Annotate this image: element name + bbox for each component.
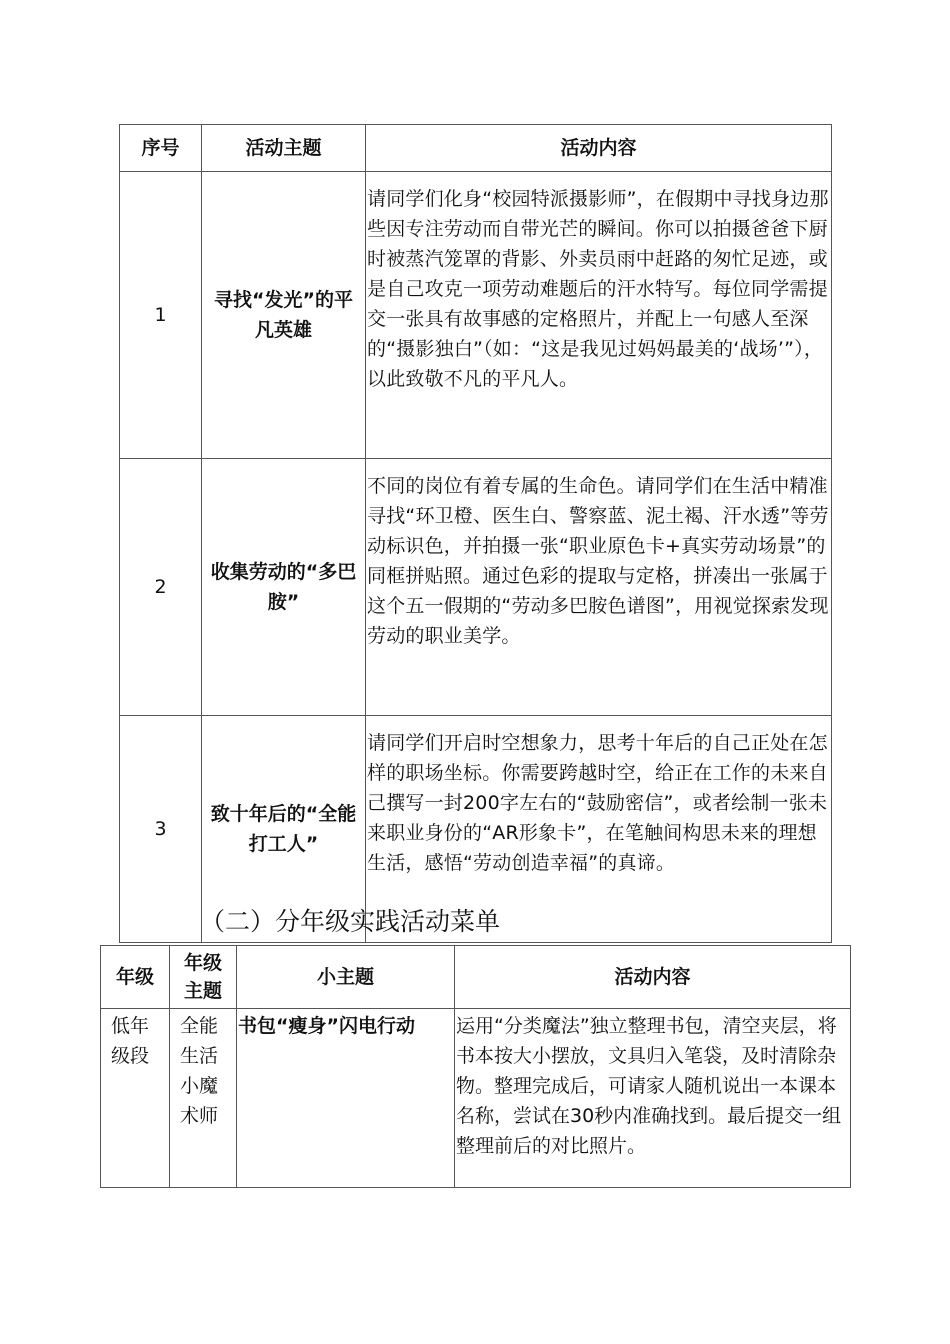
row-content: 请同学们化身“校园特派摄影师”，在假期中寻找身边那些因专注劳动而自带光芒的瞬间。你可以拍摄爸爸下厨时被蒸汽笼罩的背影、外卖员雨中赶路的匆忙足迹，或是自己攻克一项劳动难题后的汗水特写。每位同学需提交一张具有故事感的定格照片，并配上一句感人至深的“摄影独白”（如：“这是我见过妈妈最美的‘战场’”），以此致敬不凡的平凡人。 [366,172,832,459]
row-content: 不同的岗位有着专属的生命色。请同学们在生活中精准寻找“环卫橙、医生白、警察蓝、泥土褐、汗水透”等劳动标识色，并拍摄一张“职业原色卡+真实劳动场景”的同框拼贴照。通过色彩的提取与定格，拼凑出一张属于这个五一假期的“劳动多巴胺色谱图”，用视觉探索发现劳动的职业美学。 [366,459,832,716]
row-theme: 寻找“发光”的平凡英雄 [202,172,366,459]
row-content: 运用“分类魔法”独立整理书包，清空夹层，将书本按大小摆放，文具归入笔袋，及时清除杂物。整理完成后，可请家人随机说出一本课本名称，尝试在30秒内准确找到。最后提交一组整理前后的对比照片。 [455,1009,851,1188]
row-theme: 收集劳动的“多巴胺” [202,459,366,716]
table-header-row [101,946,851,1009]
section-title: （二）分年级实践活动菜单 [200,907,501,936]
table-row [120,459,832,716]
header-grade: 年级 [101,946,170,1009]
header-subtopic: 小主题 [237,946,455,1009]
header-number: 序号 [120,125,202,172]
row-theme: 致十年后的“全能打工人” [202,716,366,943]
row-number: 3 [120,716,202,943]
header-theme: 活动主题 [202,125,366,172]
row-subtopic: 书包“瘦身”闪电行动 [237,1009,455,1188]
row-grade: 低年级段 [101,1009,170,1188]
header-content: 活动内容 [366,125,832,172]
header-grade-theme: 年级主题 [170,946,237,1009]
table-row [101,1009,851,1188]
table-header-row [120,125,832,172]
row-grade-theme: 全能生活小魔术师 [170,1009,237,1188]
table-row [120,172,832,459]
row-number: 1 [120,172,202,459]
header-content: 活动内容 [455,946,851,1009]
row-content: 请同学们开启时空想象力，思考十年后的自己正处在怎样的职场坐标。你需要跨越时空，给正在工作的未来自己撰写一封200字左右的“鼓励密信”，或者绘制一张未来职业身份的“AR形象卡”，在笔触间构思未来的理想生活，感悟“劳动创造幸福”的真谛。 [366,716,832,943]
activity-table [119,124,832,943]
row-number: 2 [120,459,202,716]
grade-activity-table [100,945,851,1188]
